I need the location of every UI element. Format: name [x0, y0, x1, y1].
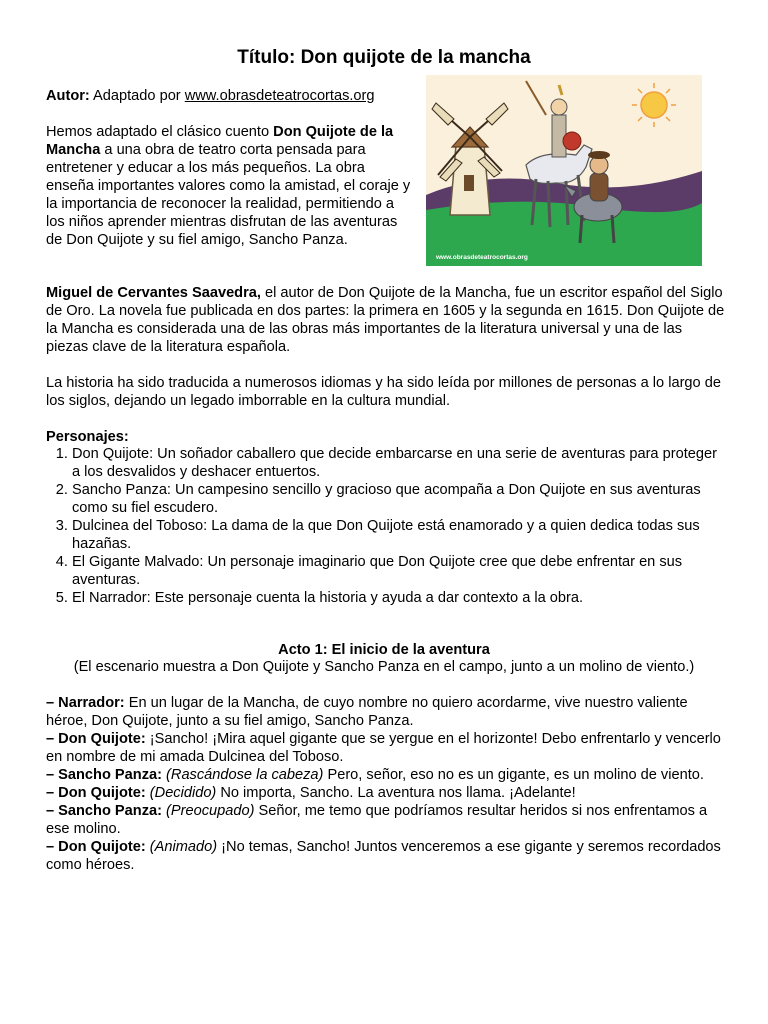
dialogue-block [46, 694, 726, 874]
intro-text-1: Hemos adaptado el clásico cuento [46, 124, 274, 140]
speaker-name: – Sancho Panza: [46, 803, 162, 819]
line-text: En un lugar de la Mancha, de cuyo nombre no quiero acordarme, vive nuestro valiente héroe, Don Quijote, junto a su fiel amigo, Sancho Panza. [46, 695, 688, 729]
dialogue-line [46, 838, 726, 874]
author-bio-paragraph [46, 284, 726, 356]
character-item: 2. Sancho Panza: Un campesino sencillo y gracioso que acompaña a Don Quijote en sus aventuras como su fiel escudero. [72, 481, 726, 517]
speaker-name: – Don Quijote: [46, 731, 146, 747]
intro-paragraph [46, 123, 416, 249]
line-text: No importa, Sancho. La aventura nos llama. ¡Adelante! [216, 785, 576, 801]
line-text: ¡Sancho! ¡Mira aquel gigante que se yergue en el horizonte! Debo enfrentarlo y vencerlo en nombre de mi amada Dulcinea del Toboso. [46, 731, 721, 765]
line-direction: (Animado) [145, 839, 218, 855]
speaker-name: – Sancho Panza: [46, 767, 162, 783]
author-label: Autor: [46, 88, 90, 104]
speaker-name: – Don Quijote: [46, 839, 146, 855]
bio-author-name: Miguel de Cervantes Saavedra, [46, 285, 261, 301]
author-line [46, 87, 375, 105]
character-item: 1. Don Quijote: Un soñador caballero que decide embarcarse en una serie de aventuras para proteger a los desvalidos y deshacer entuertos. [72, 445, 726, 481]
intro-bold-title: Don Quijote de la Mancha [46, 124, 394, 158]
don-quijote-illustration [426, 75, 702, 266]
dialogue-line [46, 730, 726, 766]
line-text: Pero, señor, eso no es un gigante, es un molino de viento. [323, 767, 704, 783]
character-item: 4. El Gigante Malvado: Un personaje imaginario que Don Quijote cree que debe enfrentar en sus aventuras. [72, 553, 726, 589]
history-paragraph: La historia ha sido traducida a numerosos idiomas y ha sido leída por millones de personas a lo largo de los siglos, dejando un legado imborrable en la cultura mundial. [46, 375, 721, 409]
dialogue-line [46, 784, 726, 802]
stage-direction: (El escenario muestra a Don Quijote y Sancho Panza en el campo, junto a un molino de viento.) [73, 659, 695, 675]
dialogue-line [46, 766, 726, 784]
intro-text-2: a una obra de teatro corta pensada para entretener y educar a los más pequeños. La obra enseña importantes valores como la amistad, el coraje y la importancia de reconocer la realidad, permitiendo a los niños aprender mientras disfrutan de las aventuras de Don Quijote y su fiel amigo, Sancho Panza. [46, 142, 411, 248]
line-direction: (Preocupado) [161, 803, 255, 819]
character-item: 5. El Narrador: Este personaje cuenta la historia y ayuda a dar contexto a la obra. [72, 589, 726, 607]
character-item: 3. Dulcinea del Toboso: La dama de la que Don Quijote está enamorado y a quien dedica todas sus hazañas. [72, 517, 726, 553]
author-text: Adaptado por [89, 88, 185, 104]
author-link[interactable]: www.obrasdeteatrocortas.org [184, 88, 375, 104]
act-1-title: Acto 1: El inicio de la aventura [278, 642, 490, 658]
line-direction: (Rascándose la cabeza) [161, 767, 324, 783]
dialogue-line [46, 694, 726, 730]
speaker-name: – Narrador: [46, 695, 125, 711]
illustration-watermark: www.obrasdeteatrocortas.org [436, 254, 528, 261]
characters-list [46, 445, 726, 607]
document-title: Título: Don quijote de la mancha [237, 47, 531, 68]
characters-heading: Personajes: [46, 429, 129, 445]
line-text: Señor, me temo que podríamos resultar heridos si nos enfrentamos a ese molino. [46, 803, 708, 837]
dialogue-line [46, 802, 726, 838]
bio-text: el autor de Don Quijote de la Mancha, fue un escritor español del Siglo de Oro. La novela fue publicada en dos partes: la primera en 1605 y la segunda en 1615. Don Quijote de la Mancha es considerada una de las obras más importantes de la literatura universal y una de las piezas clave de la literatura española. [46, 285, 725, 355]
line-text: ¡No temas, Sancho! Juntos venceremos a ese gigante y seremos recordados como héroes. [46, 839, 721, 873]
speaker-name: – Don Quijote: [46, 785, 146, 801]
line-direction: (Decidido) [145, 785, 217, 801]
